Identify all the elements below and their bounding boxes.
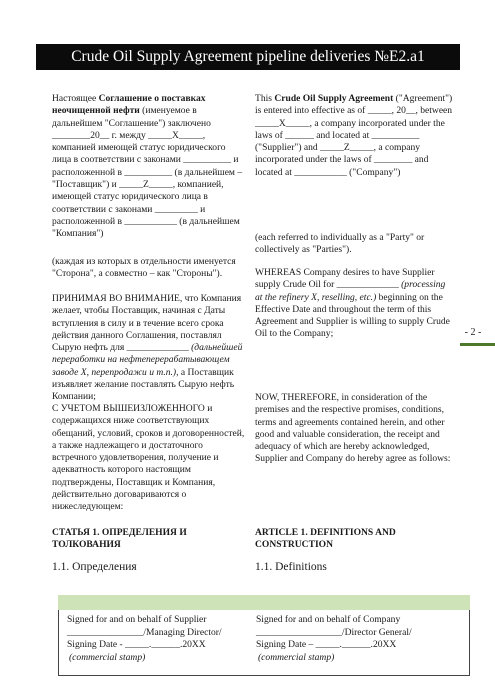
text-run: (processing at the refinery X, reselling, etc.) [255,279,446,303]
text-run: ПРИНИМАЯ ВО ВНИМАНИЕ, что Компания желает, чтобы Поставщик, начиная с Даты вступления в силу и в течение всего срока действия данного Соглашения, поставлял Сырую нефть для _____________ [52,293,242,354]
supplier-signed-line: Signed for and on behalf of Supplier [67,614,207,625]
company-signing-date: Signing Date – _____.______.20XX [256,639,397,650]
ru-parties-note [52,256,246,281]
ru-section-heading: 1.1. Определения [52,561,137,573]
document-title: Crude Oil Supply Agreement pipeline deliveries №E2.a1 [71,48,425,65]
text-run: (each referred to individually as a "Party" or collectively as "Parties"). [255,232,425,256]
page-number-rule [460,343,495,346]
signature-header-bar [58,595,470,610]
ru-whereas-clause [52,293,246,404]
signature-block [58,610,470,676]
text-run: NOW, THEREFORE, in consideration of the premises and the respective promises, conditions, terms and agreements contained herein, and other good and valuable consideration, the receipt and adequacy of which are hereby acknowledged, Supplier and Company do hereby agree as follows: [255,392,451,465]
paragraph-text [255,267,453,341]
en-section-heading: 1.1. Definitions [255,561,327,573]
paragraph-text [52,293,246,404]
text-run: This [255,93,275,104]
text-run: Соглашение о поставках неочищенной нефти [52,93,206,117]
text-run: , а Поставщик изъявляет желание поставлять Сырую нефть Компании; [52,366,235,403]
page-number: - 2 - [464,327,482,338]
paragraph-text [52,93,246,241]
text-run: WHEREAS Company desires to have Supplier supply Crude Oil for _____________ [255,267,435,291]
company-signed-line: Signed for and on behalf of Company [256,614,401,625]
paragraph-text [52,256,246,281]
ru-article-heading: СТАТЬЯ 1. ОПРЕДЕЛЕНИЯ И ТОЛКОВАНИЯ [52,527,187,550]
ru-preamble [52,93,246,241]
text-run: (каждая из которых в отдельности именуется "Сторона", а совместно – как "Стороны"). [52,256,236,280]
en-whereas-clause [255,267,453,341]
paragraph-text [255,93,453,179]
text-run: (именуемое в дальнейшем "Соглашение") заключено ________20__ г. между _____Х_____, компанией имеющей статус юридического лица в соответствии с законами __________ и расположенной в __________ (в дальнейшем – "Поставщик") и _____Z_____, компанией, имеющей статус юридического лица в соответствии с законами _________ и расположенной в ___________ (в дальнейшем "Компания") [52,105,243,240]
en-parties-note [255,232,453,257]
supplier-director-line: ________________/Managing Director/ [67,626,222,638]
en-now-therefore-clause [255,392,453,466]
en-article-heading: ARTICLE 1. DEFINITIONS AND CONSTRUCTION [255,527,396,550]
text-run: С УЧЕТОМ ВЫШЕИЗЛОЖЕННОГО и содержащихся ниже соответствующих обещаний, условий, сроков и договоренностей, а также надлежащего и достаточного встречного удовлетворения, получение и адекватность которого настоящим подтверждены, Поставщик и Компания, действительно договариваются о нижеследующем: [52,403,245,513]
text-run: beginning on the Effective Date and throughout the term of this Agreement and Supplier is willing to supply Crude Oil to the Company; [255,291,450,340]
text-run: ("Agreement") is entered into effective as of _____, 20__, between _____X_____, a company incorporated under the laws of ______ and located at __________ ("Supplier") and _____Z_____, a company incorporated under the laws of ________ and located at ___________ ("Company") [255,93,453,178]
supplier-signing-date: Signing Date - _____.______.20XX [67,639,206,650]
ru-now-therefore-clause [52,403,246,514]
text-run: (дальнейшей переработки на нефтеперерабатывающем заводе Х, перепродажи и т.п.) [52,342,243,378]
company-director-line: __________________/Director General/ [256,626,412,638]
company-stamp-note: (commercial stamp) [258,651,335,663]
paragraph-text [255,392,453,466]
supplier-signature [67,614,263,664]
paragraph-text [255,232,453,257]
document-title-bar [36,44,460,70]
paragraph-text [52,403,246,514]
text-run: Crude Oil Supply Agreement [274,93,394,104]
en-preamble [255,93,453,179]
text-run: Настоящее [52,93,99,104]
supplier-stamp-note: (commercial stamp) [69,651,146,663]
company-signature [256,614,468,664]
